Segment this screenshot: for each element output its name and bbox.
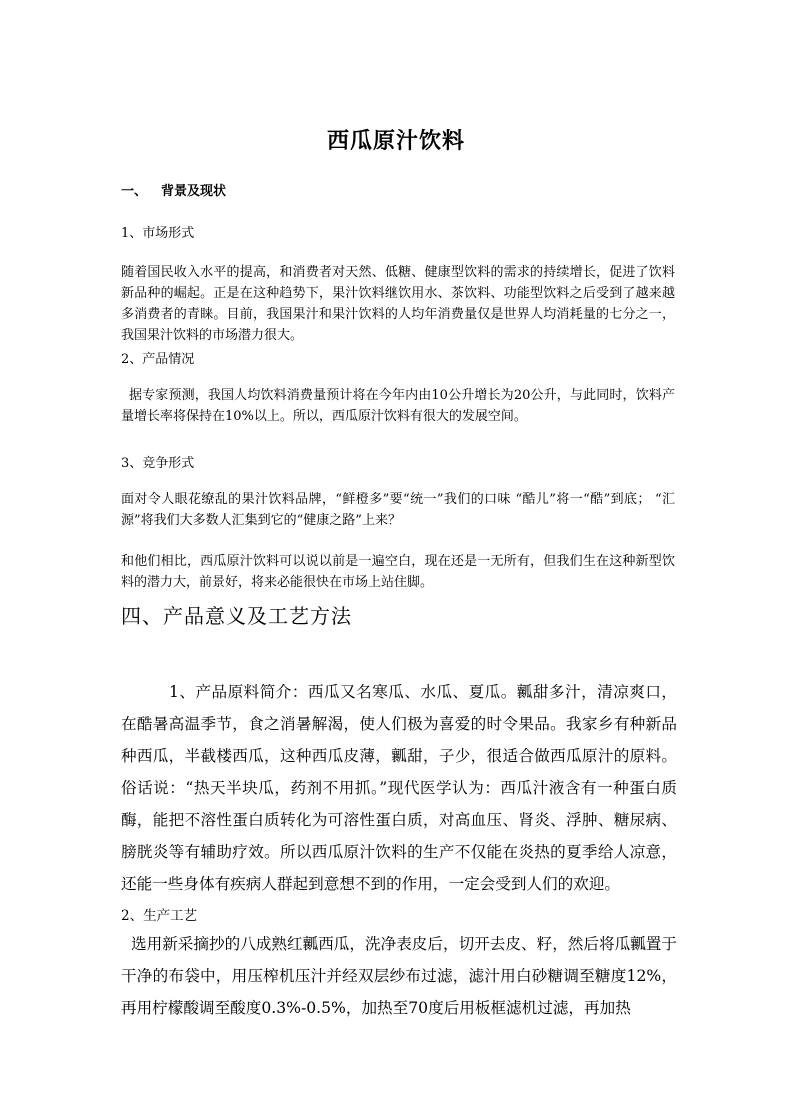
subheading-competition: 3、竞争形式	[121, 456, 195, 471]
paragraph-market: 随着国民收入水平的提高，和消费者对天然、低糖、健康型饮料的需求的持续增长，促进了饮料新品种的崛起。正是在这种趋势下，果汁饮料继饮用水、茶饮料、功能型饮料之后受到了越来越多消费者的青睐。目前，我国果汁和果汁饮料的人均年消费量仅是世界人均消耗量的七分之一，我国果汁饮料的市场潜力很大。	[121, 265, 675, 343]
paragraph-process: 选用新采摘抄的八成熟红瓤西瓜，洗净表皮后，切开去皮、籽，然后将瓜瓤置于干净的布袋中，用压榨机压汁并经双层纱布过滤，滤汁用白砂糖调至糖度12%，再用柠檬酸调至酸度0.3%-0.5%，加热至70度后用板框滤机过滤，再加热	[121, 935, 677, 1017]
subheading-product: 2、产品情况	[121, 352, 195, 367]
paragraph-product: 据专家预测，我国人均饮料消费量预计将在今年内由10公升增长为20公升，与此同时，饮料产量增长率将保持在10%以上。所以，西瓜原汁饮料有很大的发展空间。	[121, 388, 675, 424]
section-title: 背景及现状	[161, 184, 227, 199]
section-heading-significance: 四、产品意义及工艺方法	[121, 604, 352, 628]
section-heading-background	[121, 180, 226, 199]
paragraph-competition-brands: 面对令人眼花缭乱的果汁饮料品牌，“鲜橙多”要“统一”我们的口味 “酷儿”将一“酷”到底； “汇源”将我们大多数人汇集到它的“健康之路”上来？	[121, 492, 675, 528]
section-number: 一、	[121, 184, 148, 199]
subheading-market: 1、市场形式	[121, 226, 195, 241]
paragraph-raw-material: 1、产品原料简介：西瓜又名寒瓜、水瓜、夏瓜。瓤甜多汁，清凉爽口，在酷暑高温季节，食之消暑解渴，使人们极为喜爱的时令果品。我家乡有种新品种西瓜，半截楼西瓜，这种西瓜皮薄，瓤甜，子少，很适合做西瓜原汁的原料。俗话说：“热天半块瓜，药剂不用抓。”现代医学认为：西瓜汁液含有一种蛋白质酶，能把不溶性蛋白质转化为可溶性蛋白质，对高血压、肾炎、浮肿、糖尿病、膀胱炎等有辅助疗效。所以西瓜原汁饮料的生产不仅能在炎热的夏季给人凉意，还能一些身体有疾病人群起到意想不到的作用，一定会受到人们的欢迎。	[121, 683, 677, 893]
subheading-process: 2、生产工艺	[121, 908, 198, 924]
document-title: 西瓜原汁饮料	[326, 128, 465, 154]
paragraph-competition-comparison: 和他们相比，西瓜原汁饮料可以说以前是一遍空白，现在还是一无所有，但我们生在这种新型饮料的潜力大，前景好，将来必能很快在市场上站住脚。	[121, 554, 675, 590]
